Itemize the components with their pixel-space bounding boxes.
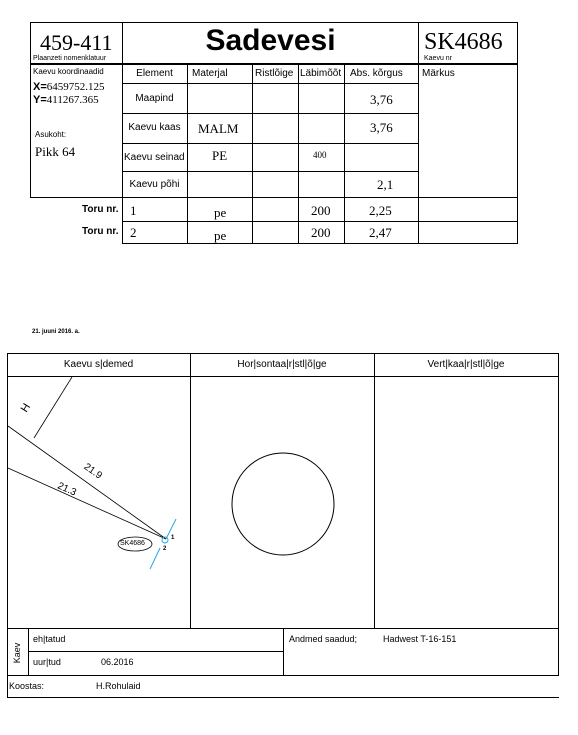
col-title-well-connections: Kaevu s|demed bbox=[63, 359, 134, 370]
coord-y-prefix: Y= bbox=[33, 94, 47, 106]
col-header-notes: Märkus bbox=[422, 68, 455, 79]
col-title-vertical-section: Vert|kaa|r|stl|õ|ge bbox=[427, 359, 505, 370]
pipe-material: pe bbox=[214, 228, 227, 243]
col-header-diameter: Läbimõõt bbox=[300, 68, 342, 79]
pipe-label: Toru nr. bbox=[82, 226, 119, 237]
sheet-label: Plaanzeti nomenklatuur bbox=[33, 55, 107, 62]
pipe-number: 2 bbox=[130, 225, 137, 240]
pipe-material: pe bbox=[214, 205, 227, 220]
location-label: Asukoht: bbox=[35, 130, 67, 139]
well-id-label: Kaevu nr bbox=[424, 55, 453, 62]
row-element: Kaevu põhi bbox=[129, 179, 180, 190]
pipe-height: 2,25 bbox=[369, 203, 392, 218]
row-height: 3,76 bbox=[370, 120, 393, 135]
sheet-number: 459-411 bbox=[40, 30, 113, 55]
footer-data-label: Andmed saadud; bbox=[289, 634, 358, 644]
col-header-height: Abs. kõrgus bbox=[350, 68, 403, 79]
label-h: H bbox=[18, 401, 34, 415]
footer-surveyed-value: 06.2016 bbox=[101, 657, 134, 667]
footer-side-label: Kaev bbox=[12, 642, 22, 664]
pipe-number: 1 bbox=[130, 203, 137, 218]
col-title-horizontal-section: Hor|sontaa|r|stl|õ|ge bbox=[237, 359, 327, 370]
distance-label-2: 21.3 bbox=[55, 480, 78, 499]
pipe-line-1 bbox=[8, 468, 166, 539]
pipe-height: 2,47 bbox=[369, 225, 392, 240]
row-material: MALM bbox=[198, 121, 239, 136]
row-element: Maapind bbox=[135, 93, 174, 104]
col-header-element: Element bbox=[136, 68, 173, 79]
well-id: SK4686 bbox=[424, 29, 503, 55]
date-text: 21. juuni 2016. a. bbox=[32, 329, 80, 335]
pipe-line-3 bbox=[150, 548, 160, 569]
footer-surveyed-label: uur|tud bbox=[33, 657, 61, 667]
coord-x-prefix: X= bbox=[33, 81, 47, 93]
row-element: Kaevu seinad bbox=[124, 152, 185, 163]
row-material: PE bbox=[212, 148, 228, 163]
coord-y-value: 411267.365 bbox=[46, 94, 99, 106]
footer-data-value: Hadwest T-16-151 bbox=[383, 634, 457, 644]
coords-label: Kaevu koordinaadid bbox=[33, 67, 104, 76]
col-header-material: Materjal bbox=[192, 68, 228, 79]
point-label-1: 1 bbox=[171, 535, 175, 541]
footer-built-label: eh|tatud bbox=[33, 634, 66, 644]
footer-compiled-label: Koostas: bbox=[9, 681, 45, 691]
row-diameter: 400 bbox=[313, 150, 327, 160]
pipe-diameter: 200 bbox=[311, 225, 331, 240]
distance-label-1: 21.9 bbox=[81, 461, 104, 482]
building-edge bbox=[34, 377, 72, 438]
location-value: Pikk 64 bbox=[35, 144, 76, 159]
row-height: 2,1 bbox=[377, 177, 394, 192]
boundary-line bbox=[8, 426, 166, 539]
horizontal-section-circle bbox=[232, 453, 334, 555]
row-height: 3,76 bbox=[370, 92, 393, 107]
col-header-section: Ristlõige bbox=[255, 68, 294, 79]
pipe-label: Toru nr. bbox=[82, 204, 119, 215]
pipe-diameter: 200 bbox=[311, 203, 331, 218]
coord-x-value: 6459752.125 bbox=[46, 81, 105, 93]
page-title: Sadevesi bbox=[205, 24, 336, 57]
row-element: Kaevu kaas bbox=[128, 122, 181, 133]
footer-compiled-value: H.Rohulaid bbox=[96, 681, 141, 691]
point-label-2: 2 bbox=[163, 546, 167, 552]
well-label: SK4686 bbox=[120, 540, 145, 547]
